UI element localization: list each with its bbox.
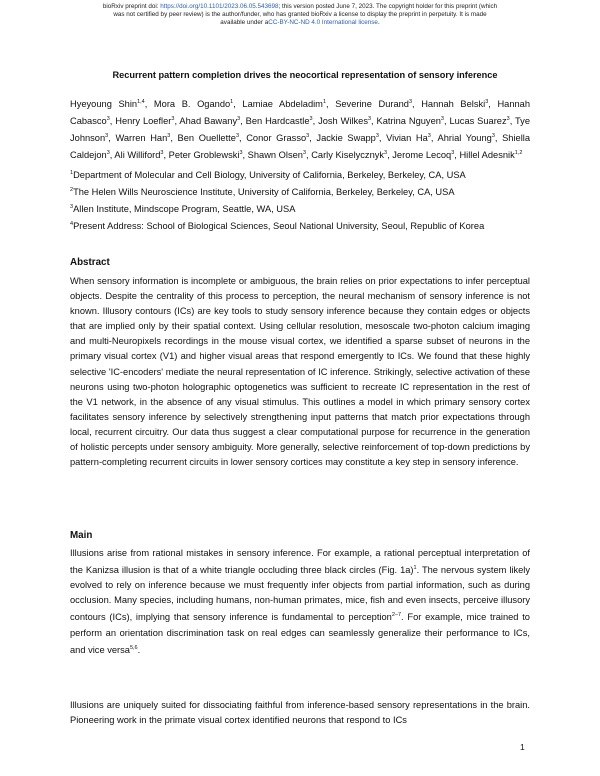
author-name: Ben Hardcastle [245,116,310,127]
author-affiliation-marker: 3 [408,99,413,105]
author-affiliation-marker: 3 [485,99,489,105]
author-affiliation-marker: 3 [384,150,388,156]
affiliation-number: 3 [70,204,74,210]
banner-text: was not certified by peer review) is the author/funder, who has granted bioRxiv a license to display the preprint in perpetuity. It is made [113,11,487,18]
author-affiliation-marker: 3 [237,116,241,122]
author-affiliation-marker: 3 [302,150,307,156]
affiliation-item [70,183,540,200]
author-name: Warren Han [115,133,168,144]
author-name: Jackie Swapp [316,133,376,144]
author-name: Vivian Ha [386,133,428,144]
affiliation-item [70,217,540,234]
author-name: Henry Loefler [115,116,172,127]
license-link[interactable]: CC-BY-NC-ND 4.0 International license [268,19,378,26]
abstract-heading: Abstract [70,257,110,268]
affiliation-number: 2 [70,187,74,193]
author-name: Lucas Suarez [449,116,507,127]
author-affiliation-marker: 3 [105,133,109,139]
author-affiliation-marker: 3 [106,116,110,122]
affiliation-number: 4 [70,221,74,227]
main-heading: Main [70,530,93,541]
author-affiliation-marker: 3 [427,133,431,139]
affiliation-item [70,166,540,183]
author-name: Hannah Belski [421,99,486,110]
affiliation-item [70,200,540,217]
author-affiliation-marker: 1,4 [137,99,145,105]
author-affiliation-marker: 3 [167,133,171,139]
author-affiliation-marker: 3 [239,150,243,156]
author-affiliation-marker: 3 [506,116,510,122]
author-name: Lamiae Abdeladim [242,99,323,110]
author-name: Ali Williford [114,150,161,161]
author-affiliation-marker: 3 [106,150,110,156]
author-name: Ahad Bawany [179,116,238,127]
author-affiliation-marker: 3 [367,116,372,122]
author-name: Conor Grasso [246,133,307,144]
affiliation-text: The Helen Wills Neuroscience Institute, University of California, Berkeley, Berkeley, CA, USA [73,187,455,198]
author-affiliation-marker: 3 [375,133,379,139]
affiliation-text: Department of Molecular and Cell Biology, University of California, Berkeley, Berkeley, CA, USA [73,170,466,181]
author-affiliation-marker: 3 [451,150,455,156]
main-paragraph-2: Illusions are uniquely suited for dissociating faithful from inference-based sensory representations in the brain. Pioneering work in the primate visual cortex identified neurons that respond to ICs [70,700,530,726]
author-name: Tye Johnson [70,116,531,144]
author-affiliation-marker: 1 [230,99,234,105]
affiliation-text: Allen Institute, Mindscope Program, Seattle, WA, USA [73,204,296,215]
author-affiliation-marker: 3 [235,133,239,139]
affiliation-list [70,166,540,234]
banner-text: ; this version posted June 7, 2023. The copyright holder for this preprint (which [278,3,498,10]
doi-link[interactable]: https://doi.org/10.1101/2023.06.05.543698 [160,3,279,10]
author-name: Severine Durand [335,99,409,110]
author-affiliation-marker: 3 [309,116,313,122]
author-affiliation-marker: 3 [306,133,310,139]
author-affiliation-marker: 3 [160,150,164,156]
author-list: Hyeyoung Shin$^{1,4}$, Mora B. Ogando$^1$, Lamiae Abdeladim$^1$, Severine Durand$^3$, Hannah Belski$^3$, Hannah Cabasco$^3$, Henry Loefler$^3$, Ahad Bawany$^3$, Ben Hardcastle$^3$, Josh Wilkes$^3$, Katrina Nguyen$^3$, Lucas Suarez$^3$, Tye Johnson$^3$, Warren Han$^3$, Ben Ouellette$^3$, Conor Grasso$^3$, Jackie Swapp$^3$, Vivian Ha$^3$, Ahrial Young$^3$, Shiella Caldejon$^3$, Ali Williford$^3$, Peter Groblewski$^3$, Shawn Olsen$^3$, Carly Kiselycznyk$^3$, Jerome Lecoq$^3$, Hillel Adesnik$^{1,2}$ [70,99,531,161]
abstract-text: When sensory information is incomplete or ambiguous, the brain relies on prior expectations to infer perceptual objects. Despite the centrality of this process to perception, the neural mechanism of sensory inference is not known. Illusory contours (ICs) are key tools to study sensory inference because they contain edges or objects that are implied only by their spatial context. Using cellular resolution, mesoscale two-photon calcium imaging and multi-Neuropixels recordings in the mouse visual cortex, we identified a sparse subset of neurons in the primary visual cortex (V1) and higher visual areas that respond emergently to ICs. We found that these highly selective 'IC-encoders' mediate the neural representation of IC inference. Strikingly, selective activation of these neurons using two-photon holographic optogenetics was sufficient to recreate IC representation in the rest of the V1 network, in the absence of any visual stimulus. This outlines a model in which primary sensory cortex facilitates sensory inference by selectively strengthening input patterns that match prior expectations through local, recurrent circuitry. Our data thus suggest a clear computational purpose for recurrence in the generation of holistic percepts under sensory ambiguity. More generally, selective reinforcement of top-down predictions by pattern-completing recurrent circuits in lower sensory cortices may constitute a key step in sensory inference. [70,276,530,468]
author-name: Ben Ouellette [177,133,236,144]
author-affiliation-marker: 3 [491,133,495,139]
main-paragraph-1: Illusions arise from rational mistakes in sensory inference. For example, a rational perceptual interpretation of the Kanizsa illusion is that of a white triangle occluding three black circles (Fig. 1a)$^1$. The nervous system likely evolved to rely on inference because we must frequently infer objects from partial information, such as during occlusion. Many species, including humans, non-human primates, mice, fish and even insects, perceive illusory contours (ICs), implying that sensory inference is fundamental to perception$^{2-7}$. For example, mice trained to perform an orientation discrimination task on real edges can seamlessly generalize their performance to ICs, and vice versa$^{5,6}$. [70,548,530,655]
banner-text: . [377,19,380,26]
author-name: Carly Kiselycznyk [311,150,385,161]
author-name: Peter Groblewski [168,150,240,161]
author-affiliation-marker: 3 [440,116,444,122]
author-name: Hyeyoung Shin [70,99,138,110]
author-name: Jerome Lecoq [392,150,452,161]
author-affiliation-marker: 1,2 [514,150,523,156]
author-affiliation-marker: 1 [322,99,326,105]
author-name: Katrina Nguyen [376,116,441,127]
paper-title: Recurrent pattern completion drives the neocortical representation of sensory inference [112,70,498,80]
preprint-banner [40,3,560,27]
page-number: 1 [520,742,525,752]
author-name: Shawn Olsen [247,150,303,161]
author-name: Hannah Cabasco [70,99,531,127]
affiliation-text: Present Address: School of Biological Sciences, Seoul National University, Seoul, Republic of Korea [73,221,485,232]
author-name: Ahrial Young [437,133,492,144]
author-affiliation-marker: 3 [171,116,175,122]
author-name: Josh Wilkes [318,116,368,127]
banner-text: available under a [220,19,269,26]
affiliation-number: 1 [70,170,74,176]
author-name: Hillel Adesnik [459,150,515,161]
banner-text: bioRxiv preprint doi: [102,3,161,10]
author-name: Shiella Caldejon [70,133,531,161]
author-name: Mora B. Ogando [153,99,231,110]
